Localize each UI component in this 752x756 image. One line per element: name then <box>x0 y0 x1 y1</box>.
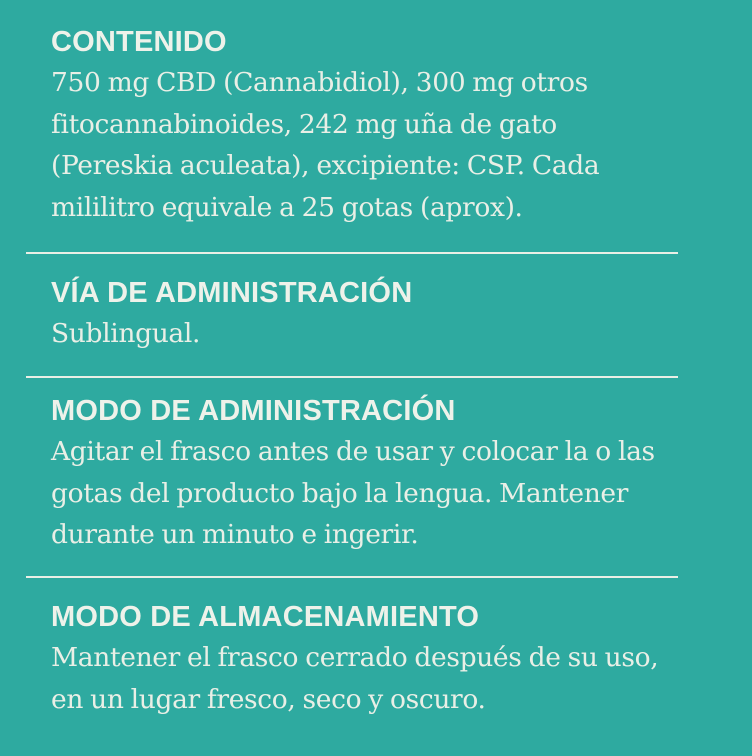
section-divider <box>26 252 678 254</box>
section-divider <box>26 576 678 578</box>
section-body-modo-administracion: Agitar el frasco antes de usar y colocar la o las gotas del producto bajo la lengua. Mantener durante un minuto e ingerir. <box>51 436 655 550</box>
section-heading-contenido: CONTENIDO <box>51 26 227 58</box>
section-heading-modo-almacenamiento: MODO DE ALMACENAMIENTO <box>51 601 480 633</box>
section-via-administracion <box>51 276 731 355</box>
section-modo-administracion <box>51 394 731 556</box>
section-contenido <box>51 25 731 228</box>
section-heading-via-administracion: VÍA DE ADMINISTRACIÓN <box>51 277 413 309</box>
section-body-contenido: 750 mg CBD (Cannabidiol), 300 mg otros fitocannabinoides, 242 mg uña de gato (Pereskia aculeata), excipiente: CSP. Cada mililitro equivale a 25 gotas (aprox). <box>51 67 600 223</box>
section-modo-almacenamiento <box>51 600 731 720</box>
section-heading-modo-administracion: MODO DE ADMINISTRACIÓN <box>51 395 456 427</box>
section-body-modo-almacenamiento: Mantener el frasco cerrado después de su uso, en un lugar fresco, seco y oscuro. <box>51 642 659 715</box>
section-body-via-administracion: Sublingual. <box>51 318 201 349</box>
section-divider <box>26 376 678 378</box>
